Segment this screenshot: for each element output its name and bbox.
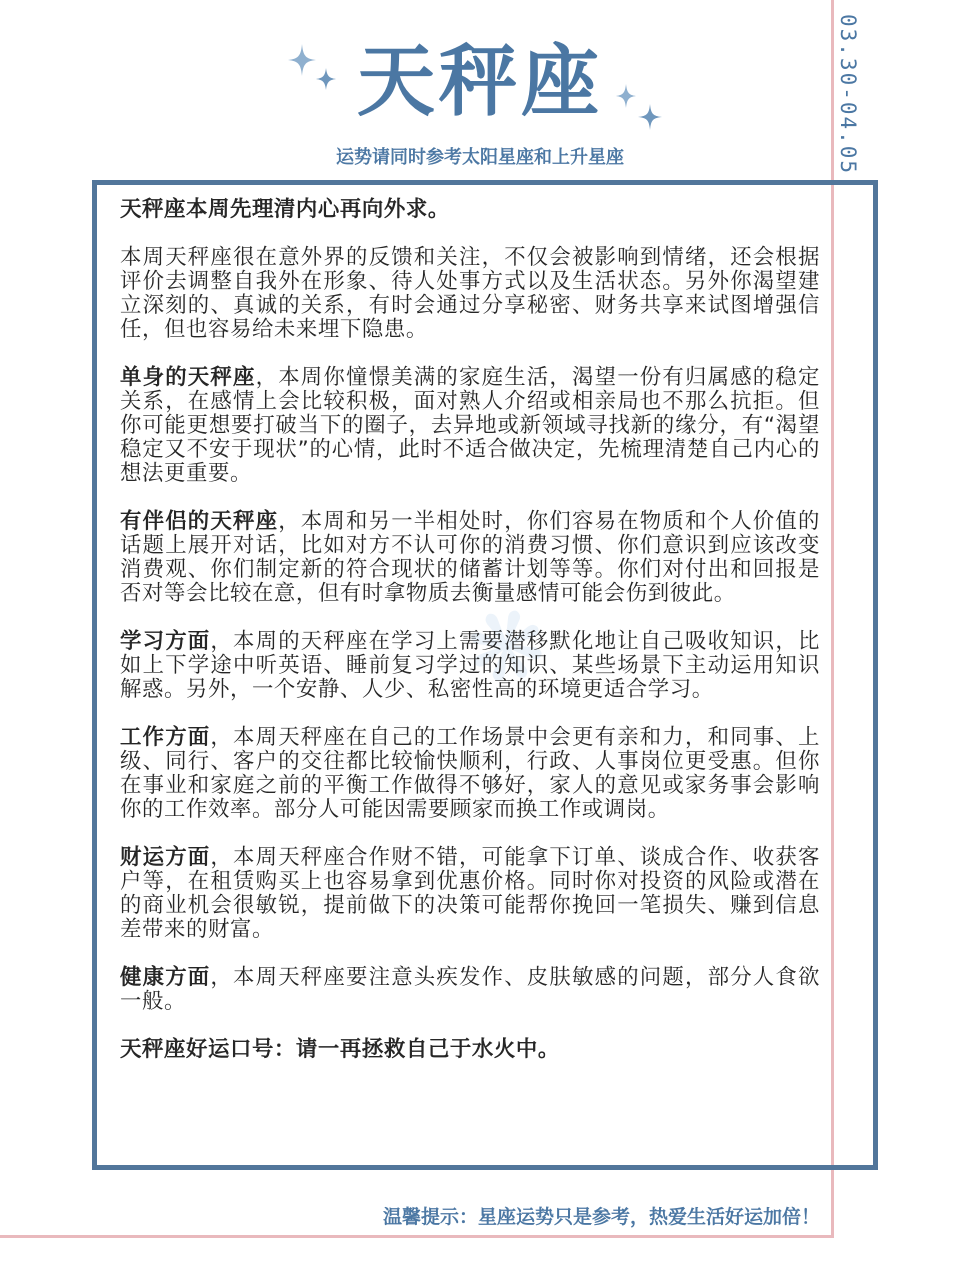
section-health (120, 966, 820, 1014)
section-label: 单身的天秤座 (120, 365, 256, 390)
date-range-vertical (836, 14, 866, 174)
intro-paragraph: 本周天秤座很在意外界的反馈和关注，不仅会被影响到情绪，还会根据评价去调整自我外在形象、待人处事方式以及生活状态。另外你渴望建立深刻的、真诚的关系，有时会通过分享秘密、财务共享来试图增强信任，但也容易给未来埋下隐患。 (120, 245, 820, 342)
section-label: 财运方面 (120, 845, 211, 870)
section-text: ，本周你憧憬美满的家庭生活，渴望一份有归属感的稳定关系，在感情上会比较积极，面对熟人介绍或相亲局也不那么抗拒。但你可能更想要打破当下的圈子，去异地或新领域寻找新的缘分，有“渴望稳定又不安于现状”的心情，此时不适合做决定，先梳理清楚自己内心的想法更重要。 (120, 365, 820, 486)
lucky-slogan: 天秤座好运口号：请一再拯救自己于水火中。 (120, 1037, 560, 1062)
section-text: ，本周天秤座要注意头疾发作、皮肤敏感的问题，部分人食欲一般。 (120, 965, 820, 1014)
section-text: ，本周和另一半相处时，你们容易在物质和个人价值的话题上展开对话，比如对方不认可你的消费习惯、你们意识到应该改变消费观、你们制定新的符合现状的储蓄计划等等。你们对付出和回报是否对等会比较在意，但有时拿物质去衡量感情可能会伤到彼此。 (120, 509, 820, 606)
section-label: 有伴侣的天秤座 (120, 509, 279, 534)
decorative-pink-horizontal-line (0, 1235, 834, 1238)
section-study (120, 630, 820, 702)
section-label: 工作方面 (120, 725, 211, 750)
section-single (120, 366, 820, 486)
section-wealth (120, 846, 820, 942)
header (0, 0, 960, 175)
headline: 天秤座本周先理清内心再向外求。 (120, 197, 450, 222)
section-text: ，本周天秤座在自己的工作场景中会更有亲和力，和同事、上级、同行、客户的交往都比较愉快顺利，行政、人事岗位更受惠。但你在事业和家庭之前的平衡工作做得不够好，家人的意见或家务事会影响你的工作效率。部分人可能因需要顾家而换工作或调岗。 (120, 725, 820, 822)
section-label: 学习方面 (120, 629, 211, 654)
section-text: ，本周天秤座合作财不错，可能拿下订单、谈成合作、收获客户等，在租赁购买上也容易拿到优惠价格。同时你对投资的风险或潜在的商业机会很敏锐，提前做下的决策可能帮你挽回一笔损失、赚到信息差带来的财富。 (120, 845, 820, 942)
section-work (120, 726, 820, 822)
page-title: 天秤座 (356, 37, 603, 127)
sparkle-icon (284, 42, 344, 102)
horoscope-content (120, 198, 820, 1086)
section-label: 健康方面 (120, 965, 211, 990)
section-couple (120, 510, 820, 606)
footer-tip: 温馨提示：星座运势只是参考，热爱生活好运加倍！ (382, 1206, 820, 1228)
section-text: ，本周的天秤座在学习上需要潜移默化地让自己吸收知识，比如上下学途中听英语、睡前复习学过的知识、某些场景下主动运用知识解惑。另外，一个安静、人少、私密性高的环境更适合学习。 (120, 629, 820, 702)
date-range: 03.30-04.05 (836, 14, 860, 176)
watermark: ❋ (444, 575, 576, 717)
page-subtitle: 运势请同时参考太阳星座和上升星座 (336, 147, 624, 168)
